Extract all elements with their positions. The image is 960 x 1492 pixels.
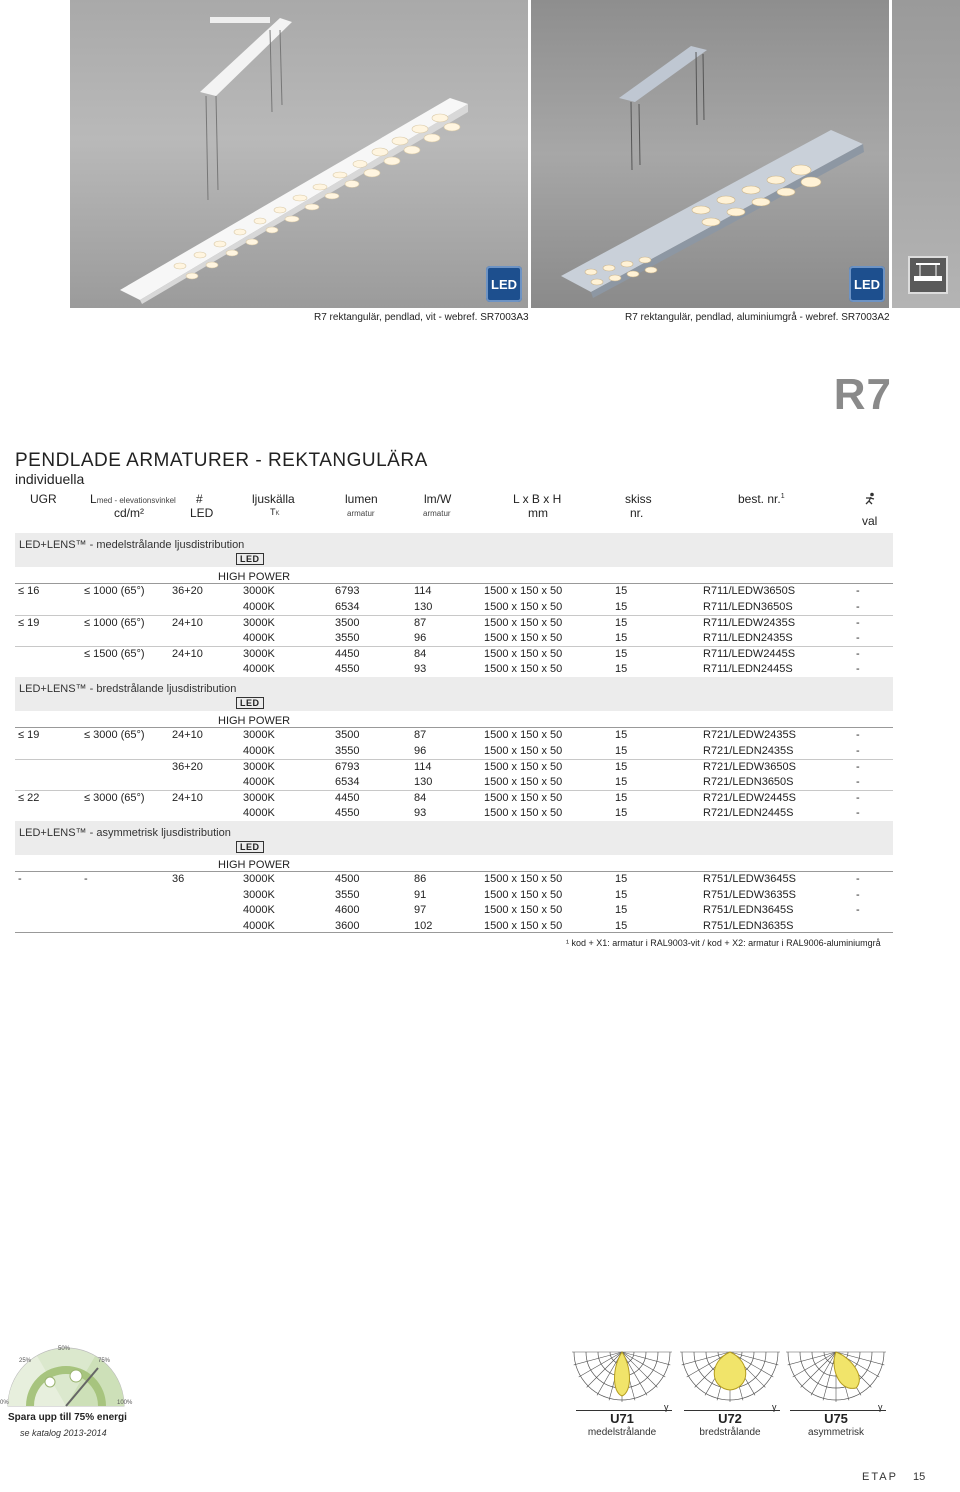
cell-tk: 4000K (243, 806, 275, 819)
cell-code: R721/LEDW2445S (703, 792, 796, 804)
cell-lumen: 3500 (335, 729, 360, 741)
cell-ugr: - (18, 873, 22, 885)
cell-led: 36+20 (172, 761, 203, 773)
table-row (15, 759, 893, 776)
cell-code: R751/LEDW3645S (703, 873, 796, 885)
header-tk (270, 507, 280, 517)
cell-skiss: 15 (615, 729, 628, 741)
cell-skiss: 15 (615, 585, 628, 597)
cell-tk: 3000K (243, 792, 275, 804)
cell-skiss: 15 (615, 904, 628, 916)
cell-skiss: 15 (615, 806, 628, 819)
group-header (15, 821, 893, 855)
cell-lmw: 96 (414, 631, 427, 644)
header-tk-label: T (270, 507, 276, 517)
page-number: 15 (913, 1471, 926, 1483)
footnote: ¹ kod + X1: armatur i RAL9003-vit / kod + X2: armatur i RAL9006-aluminiumgrå (566, 938, 881, 948)
gauge-tick-0: 0% (0, 1400, 9, 1406)
cell-skiss: 15 (615, 761, 628, 773)
cell-lmw: 97 (414, 904, 427, 916)
table-row (15, 775, 893, 791)
caption-white: R7 rektangulär, pendlad, vit - webref. SR7003A3 (314, 312, 529, 323)
energy-gauge (0, 1342, 140, 1442)
cell-dim: 1500 x 150 x 50 (484, 806, 563, 819)
cell-val: - (856, 585, 860, 597)
table-bottom-rule (15, 932, 893, 933)
header-cdm2: cd/m² (114, 506, 144, 520)
cell-tk: 4000K (243, 631, 275, 644)
cell-dim: 1500 x 150 x 50 (484, 600, 563, 613)
cell-val: - (856, 662, 860, 675)
cell-code: R721/LEDN3650S (703, 775, 794, 788)
diagram-code: U71 (610, 1411, 634, 1426)
table-row (15, 584, 893, 600)
cell-dim: 1500 x 150 x 50 (484, 744, 563, 757)
cell-tk: 4000K (243, 919, 275, 932)
cell-lumen: 3550 (335, 888, 360, 901)
cell-led: 24+10 (172, 648, 203, 660)
cell-val: - (856, 888, 860, 901)
energy-subtitle: se katalog 2013-2014 (20, 1428, 107, 1438)
cell-led: 24+10 (172, 729, 203, 741)
pendant-sketch-icon (908, 256, 948, 294)
header-best-label: best. nr. (738, 492, 781, 506)
polar-diagram-u72 (680, 1348, 780, 1443)
cell-code: R711/LEDW2445S (703, 648, 796, 660)
cell-val: - (856, 775, 860, 788)
polar-diagram-u75 (786, 1348, 886, 1443)
cell-tk: 4000K (243, 600, 275, 613)
led-badge-label: LED (854, 276, 880, 292)
cell-skiss: 15 (615, 919, 628, 932)
gauge-tick-75: 75% (98, 1358, 111, 1364)
power-label: HIGH POWER (218, 715, 291, 727)
header-lumen-sub: armatur (347, 509, 375, 518)
cell-tk: 3000K (243, 585, 275, 597)
header-nr: nr. (630, 506, 644, 520)
cell-lmw: 130 (414, 775, 433, 788)
group-label: LED+LENS™ - bredstrålande ljusdistribution (19, 683, 237, 695)
table-row (15, 662, 893, 678)
caption-grey: R7 rektangulär, pendlad, aluminiumgrå - webref. SR7003A2 (625, 312, 890, 323)
table-row (15, 872, 893, 888)
cell-skiss: 15 (615, 631, 628, 644)
cell-skiss: 15 (615, 792, 628, 804)
header-lmed-sub: med - elevationsvinkel (96, 496, 176, 505)
cell-skiss: 15 (615, 873, 628, 885)
cell-lumen: 6534 (335, 600, 360, 613)
cell-code: R751/LEDN3645S (703, 904, 794, 916)
cell-val: - (856, 792, 860, 804)
diagram-code: U75 (824, 1411, 848, 1426)
product-code: R7 (833, 370, 892, 419)
cell-dim: 1500 x 150 x 50 (484, 585, 563, 597)
cell-lmw: 114 (414, 585, 432, 597)
group-label: LED+LENS™ - medelstrålande ljusdistribution (19, 539, 245, 551)
cell-skiss: 15 (615, 888, 628, 901)
cell-val: - (856, 631, 860, 644)
cell-lumen: 6534 (335, 775, 360, 788)
group-label: LED+LENS™ - asymmetrisk ljusdistribution (19, 827, 231, 839)
cell-lumen: 4450 (335, 648, 360, 660)
header-skiss: skiss (625, 492, 652, 506)
cell-skiss: 15 (615, 744, 628, 757)
polar-grid (572, 1348, 672, 1410)
cell-lumen: 3500 (335, 617, 360, 629)
gauge-tick-50: 50% (58, 1346, 71, 1352)
cell-lumen: 4550 (335, 662, 360, 675)
cell-tk: 3000K (243, 873, 275, 885)
cell-skiss: 15 (615, 775, 628, 788)
cell-lumen: 6793 (335, 761, 360, 773)
gauge-tick-25: 25% (19, 1358, 32, 1364)
cell-dim: 1500 x 150 x 50 (484, 904, 563, 916)
header-num: # (196, 492, 203, 506)
header-best-sup: 1 (780, 493, 785, 500)
cell-lmw: 87 (414, 729, 427, 741)
table-row (15, 903, 893, 919)
header-lbh: L x B x H (513, 492, 562, 506)
power-label: HIGH POWER (218, 859, 291, 871)
gauge-tick-100: 100% (117, 1400, 133, 1406)
cell-lmed: - (84, 873, 88, 885)
cell-lmw: 91 (414, 888, 427, 901)
cell-dim: 1500 x 150 x 50 (484, 648, 563, 660)
header-lmed-label: L (90, 492, 97, 506)
cell-led: 36+20 (172, 585, 203, 597)
white-luminaire-illustration (70, 0, 528, 308)
cell-lmed: ≤ 3000 (65°) (84, 792, 145, 804)
cell-val: - (856, 617, 860, 629)
header-ljuskalla: ljuskälla (252, 492, 295, 506)
cell-lmw: 130 (414, 600, 433, 613)
diagram-label: bredstrålande (699, 1427, 761, 1438)
cell-skiss: 15 (615, 617, 628, 629)
led-badge (486, 266, 522, 302)
table-row (15, 600, 893, 616)
cell-ugr: ≤ 16 (18, 585, 40, 597)
cell-code: R711/LEDN3650S (703, 600, 793, 613)
group-header (15, 677, 893, 711)
cell-tk: 4000K (243, 662, 275, 675)
cell-led: 24+10 (172, 792, 203, 804)
brand-name: ETAP (862, 1471, 898, 1483)
cell-code: R711/LEDW3650S (703, 585, 796, 597)
cell-tk: 4000K (243, 775, 275, 788)
led-tag: LED (236, 553, 264, 565)
energy-title: Spara upp till 75% energi (8, 1412, 127, 1423)
cell-dim: 1500 x 150 x 50 (484, 631, 563, 644)
polar-grid (680, 1348, 780, 1410)
section-title: PENDLADE ARMATURER - REKTANGULÄRA (15, 450, 428, 471)
gamma-symbol: γ (772, 1402, 777, 1412)
cell-lmw: 96 (414, 744, 427, 757)
cell-skiss: 15 (615, 600, 628, 613)
cell-lmed: ≤ 1000 (65°) (84, 617, 145, 629)
cell-val: - (856, 904, 860, 916)
polar-diagram-u71 (572, 1348, 672, 1443)
cell-lmw: 84 (414, 792, 427, 804)
cell-val: - (856, 761, 860, 773)
diagram-label: asymmetrisk (807, 1427, 865, 1438)
cell-tk: 3000K (243, 888, 275, 901)
header-lumen: lumen (345, 492, 378, 506)
grey-luminaire-illustration (531, 0, 889, 308)
cell-dim: 1500 x 150 x 50 (484, 729, 563, 741)
cell-code: R721/LEDN2435S (703, 744, 794, 757)
cell-lumen: 3550 (335, 631, 360, 644)
cell-lmw: 114 (414, 761, 432, 773)
cell-tk: 4000K (243, 904, 275, 916)
cell-lmw: 93 (414, 662, 427, 675)
led-badge (849, 266, 885, 302)
cell-code: R751/LEDW3635S (703, 888, 796, 901)
cell-lmw: 102 (414, 919, 433, 932)
cell-lmed: ≤ 3000 (65°) (84, 729, 145, 741)
table-row (15, 631, 893, 647)
table-row (15, 806, 893, 822)
cell-code: R721/LEDW3650S (703, 761, 796, 773)
header-best (738, 492, 785, 506)
cell-lumen: 4500 (335, 873, 360, 885)
cell-code: R711/LEDW2435S (703, 617, 796, 629)
cell-lumen: 4550 (335, 806, 360, 819)
header-led: LED (190, 506, 214, 520)
led-badge-label: LED (491, 276, 517, 292)
cell-lumen: 4450 (335, 792, 360, 804)
header-val: val (862, 514, 878, 528)
table-row (15, 728, 893, 744)
led-tag: LED (236, 841, 264, 853)
cell-val: - (856, 729, 860, 741)
polar-grid (786, 1348, 886, 1410)
cell-code: R711/LEDN2435S (703, 631, 793, 644)
cell-led: 24+10 (172, 617, 203, 629)
gamma-symbol: γ (878, 1402, 883, 1412)
cell-lmed: ≤ 1500 (65°) (84, 648, 145, 660)
cell-val: - (856, 648, 860, 660)
cell-dim: 1500 x 150 x 50 (484, 873, 563, 885)
cell-tk: 3000K (243, 761, 275, 773)
section-subtitle: individuella (15, 471, 85, 487)
table-row (15, 615, 893, 632)
power-label: HIGH POWER (218, 571, 291, 583)
cell-ugr: ≤ 22 (18, 792, 40, 804)
cell-tk: 3000K (243, 617, 275, 629)
header-tk-sub: K (275, 511, 280, 517)
gamma-symbol: γ (664, 1402, 669, 1412)
cell-code: R721/LEDN2445S (703, 806, 794, 819)
cell-lumen: 4600 (335, 904, 360, 916)
cell-lumen: 6793 (335, 585, 360, 597)
table-row (15, 646, 893, 663)
cell-code: R721/LEDW2435S (703, 729, 796, 741)
cell-lmed: ≤ 1000 (65°) (84, 585, 145, 597)
cell-val: - (856, 806, 860, 819)
cell-led: 36 (172, 873, 185, 885)
cell-dim: 1500 x 150 x 50 (484, 617, 563, 629)
cell-val: - (856, 873, 860, 885)
cell-dim: 1500 x 150 x 50 (484, 919, 563, 932)
cell-dim: 1500 x 150 x 50 (484, 888, 563, 901)
cell-dim: 1500 x 150 x 50 (484, 761, 563, 773)
header-lmw: lm/W (424, 492, 452, 506)
product-photo-grey (531, 0, 889, 308)
diagram-code: U72 (718, 1411, 742, 1426)
header-mm: mm (528, 506, 548, 520)
cell-dim: 1500 x 150 x 50 (484, 662, 563, 675)
product-photo-white (70, 0, 528, 308)
sketch-thumbnail (892, 0, 960, 308)
cell-lumen: 3550 (335, 744, 360, 757)
table-row (15, 744, 893, 760)
header-ugr: UGR (30, 492, 57, 506)
cell-lmw: 86 (414, 873, 427, 885)
cell-val: - (856, 744, 860, 757)
cell-val: - (856, 600, 860, 613)
cell-skiss: 15 (615, 662, 628, 675)
cell-code: R711/LEDN2445S (703, 662, 793, 675)
cell-lmw: 84 (414, 648, 427, 660)
cell-tk: 3000K (243, 729, 275, 741)
table-row (15, 790, 893, 807)
led-tag: LED (236, 697, 264, 709)
cell-tk: 3000K (243, 648, 275, 660)
cell-dim: 1500 x 150 x 50 (484, 792, 563, 804)
cell-lumen: 3600 (335, 919, 360, 932)
cell-code: R751/LEDN3635S (703, 919, 794, 932)
cell-ugr: ≤ 19 (18, 729, 40, 741)
cell-ugr: ≤ 19 (18, 617, 40, 629)
person-icon (863, 492, 877, 511)
cell-lmw: 93 (414, 806, 427, 819)
cell-lmw: 87 (414, 617, 427, 629)
header-lmw-sub: armatur (423, 509, 451, 518)
cell-dim: 1500 x 150 x 50 (484, 775, 563, 788)
cell-tk: 4000K (243, 744, 275, 757)
header-lmed (90, 492, 176, 506)
diagram-label: medelstrålande (587, 1427, 657, 1438)
cell-skiss: 15 (615, 648, 628, 660)
group-header (15, 533, 893, 567)
table-row (15, 888, 893, 904)
